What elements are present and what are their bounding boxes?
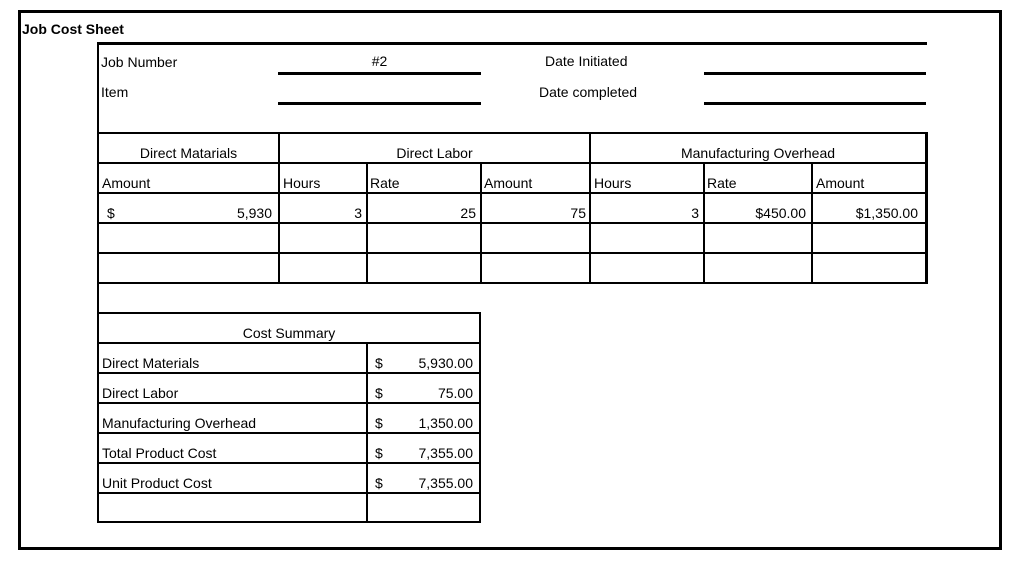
table-line-bottom	[97, 282, 927, 284]
table-vline-dl-rate	[480, 162, 482, 284]
summary-label-direct-materials: Direct Materials	[102, 355, 200, 371]
summary-value-unit-product-cost: 7,355.00	[418, 475, 473, 491]
sheet-title: Job Cost Sheet	[22, 21, 124, 37]
col-header-mo-hours: Hours	[594, 175, 632, 191]
col-header-dl-hours: Hours	[283, 175, 321, 191]
summary-label-manufacturing-overhead: Manufacturing Overhead	[102, 415, 257, 431]
row1-dm-currency: $	[107, 205, 115, 221]
summary-label-direct-labor: Direct Labor	[102, 385, 179, 401]
summary-currency-total-product-cost: $	[375, 445, 383, 461]
date-initiated-label: Date Initiated	[545, 53, 628, 69]
summary-value-direct-labor: 75.00	[437, 385, 473, 401]
row1-dm-amount: 5,930	[236, 205, 272, 221]
row1-dl-rate: 25	[460, 205, 476, 221]
table-vline-dl-hours	[366, 162, 368, 284]
job-number-field[interactable]: #2	[371, 53, 388, 69]
group-header-direct-materials: Direct Matarials	[139, 145, 238, 161]
summary-vline-left	[97, 312, 99, 523]
summary-line-5	[97, 492, 481, 494]
summary-line-top	[97, 312, 481, 314]
row1-mo-amount: $1,350.00	[855, 205, 918, 221]
summary-value-direct-materials: 5,930.00	[418, 355, 473, 371]
row1-mo-hours: 3	[691, 205, 699, 221]
job-number-label: Job Number	[101, 54, 178, 70]
item-underline	[278, 102, 481, 105]
row1-dl-amount: 75	[570, 205, 586, 221]
summary-value-manufacturing-overhead: 1,350.00	[418, 415, 473, 431]
col-header-dm-amount: Amount	[102, 175, 151, 191]
table-line-row2	[97, 252, 927, 254]
row1-mo-rate: $450.00	[755, 205, 806, 221]
table-vline-mo-hours	[703, 162, 705, 284]
table-line-header-bottom	[97, 192, 927, 194]
date-initiated-underline	[704, 72, 926, 75]
header-left-border	[97, 44, 99, 132]
table-vline-right	[925, 132, 928, 284]
table-line-top	[97, 132, 927, 134]
summary-line-2	[97, 402, 481, 404]
col-header-dl-rate: Rate	[370, 175, 400, 191]
header-top-border	[97, 42, 927, 45]
summary-currency-manufacturing-overhead: $	[375, 415, 383, 431]
summary-label-total-product-cost: Total Product Cost	[102, 445, 217, 461]
group-header-manufacturing-overhead: Manufacturing Overhead	[680, 145, 836, 161]
summary-line-title-bottom	[97, 342, 481, 344]
table-line-row1	[97, 222, 927, 224]
summary-title: Cost Summary	[242, 325, 336, 341]
job-number-underline	[278, 72, 481, 75]
col-header-mo-amount: Amount	[816, 175, 865, 191]
summary-line-bottom	[97, 521, 481, 523]
summary-currency-unit-product-cost: $	[375, 475, 383, 491]
spacer-left-border	[97, 284, 99, 314]
summary-value-total-product-cost: 7,355.00	[418, 445, 473, 461]
summary-line-4	[97, 462, 481, 464]
col-header-mo-rate: Rate	[707, 175, 737, 191]
summary-vline-mid	[366, 342, 368, 523]
table-line-group-bottom	[97, 162, 927, 164]
date-completed-label: Date completed	[539, 84, 638, 100]
summary-line-3	[97, 432, 481, 434]
row1-dl-hours: 3	[354, 205, 362, 221]
summary-currency-direct-materials: $	[375, 355, 383, 371]
group-header-direct-labor: Direct Labor	[396, 145, 473, 161]
summary-label-unit-product-cost: Unit Product Cost	[102, 475, 212, 491]
summary-currency-direct-labor: $	[375, 385, 383, 401]
summary-vline-right	[479, 312, 481, 523]
date-completed-underline	[704, 102, 926, 105]
col-header-dl-amount: Amount	[484, 175, 533, 191]
item-label: Item	[101, 84, 129, 100]
job-cost-sheet-frame	[18, 10, 1002, 550]
summary-line-1	[97, 372, 481, 374]
table-vline-mo-rate	[811, 162, 813, 284]
